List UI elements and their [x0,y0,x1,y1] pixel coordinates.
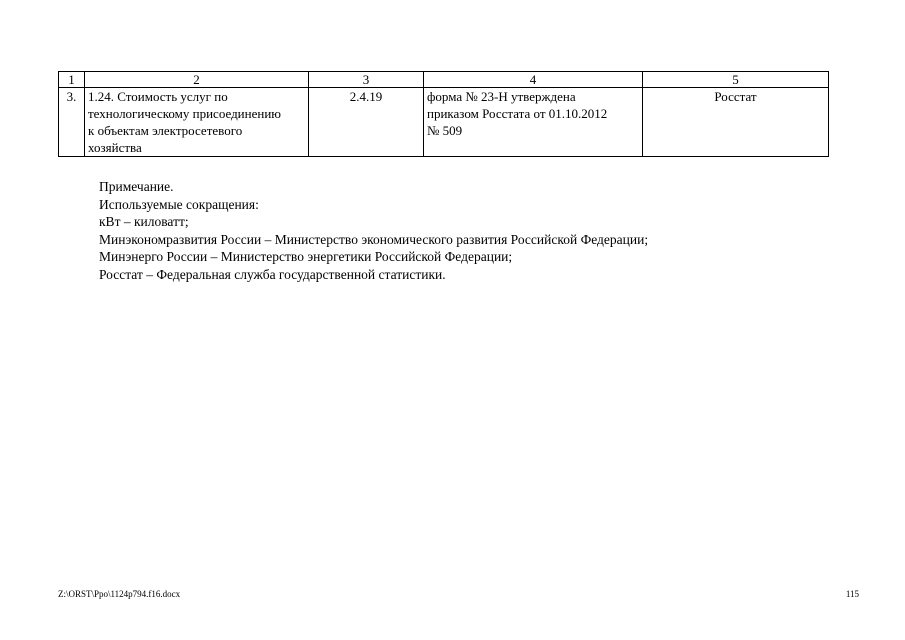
notes-line: Минэкономразвития России – Министерство экономического развития Российской Федерации; [99,231,649,247]
form-reference-line: приказом Росстата от 01.10.2012 [427,106,608,121]
notes-line: Минэнерго России – Министерство энергетики Российской Федерации; [99,249,513,264]
indicator-name-line: технологическому присоединению [88,106,281,121]
notes-line: кВт – киловатт; [99,214,189,229]
header-cell-5: 5 [643,72,829,88]
data-source: Росстат [643,88,829,157]
indicator-name [85,88,309,157]
indicator-name-line: 1.24. Стоимость услуг по [88,89,228,104]
form-reference [424,88,643,157]
header-cell-3: 3 [309,72,424,88]
header-cell-4: 4 [424,72,643,88]
footer-page-number: 115 [845,589,859,599]
form-reference-line: форма № 23-Н утверждена [427,89,576,104]
header-cell-2: 2 [85,72,309,88]
notes-line: Используемые сокращения: [99,196,259,212]
data-table [58,71,829,157]
indicator-code: 2.4.19 [309,88,424,157]
notes-section [99,178,648,283]
notes-line: Росстат – Федеральная служба государственной статистики. [99,266,446,282]
form-reference-line: № 509 [427,123,463,138]
table-row [59,88,829,157]
header-cell-1: 1 [59,72,85,88]
row-number: 3. [59,88,85,157]
notes-title: Примечание. [99,179,174,194]
indicator-name-line: к объектам электросетевого [88,123,243,138]
table-header-row [59,72,829,88]
footer-file-path: Z:\ORST\Ppo\1124p794.f16.docx [58,589,181,599]
indicator-name-line: хозяйства [88,140,142,155]
